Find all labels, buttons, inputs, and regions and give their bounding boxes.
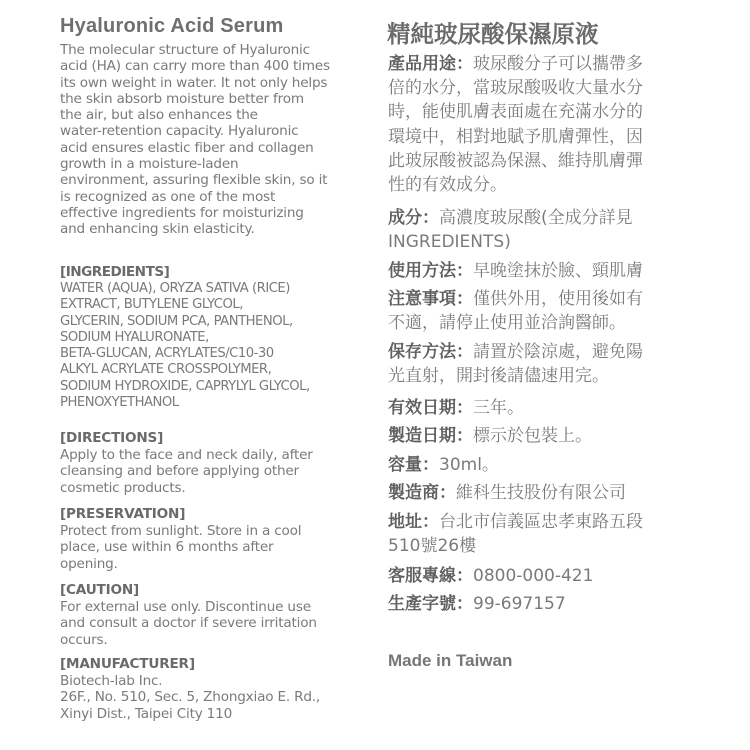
zh-label-ingredients: 成分： [388, 208, 439, 228]
section-line: cleansing and before applying other [60, 463, 299, 480]
zh-value: 標示於包裝上。 [473, 426, 592, 446]
intro-line: growth in a moisture-laden [60, 156, 239, 173]
zh-label-shelf-life: 有效日期： [388, 398, 473, 418]
intro-line: water-retention capacity. Hyaluronic [60, 123, 299, 140]
zh-line [388, 76, 643, 100]
zh-value: 倍的水分，當玻尿酸吸收大量水分 [388, 78, 643, 99]
section-line: PHENOXYETHANOL [60, 395, 179, 411]
zh-value: 此玻尿酸被認為保濕、維持肌膚彈 [388, 150, 643, 171]
zh-line [388, 100, 643, 124]
section-line: EXTRACT, BUTYLENE GLYCOL, [60, 297, 243, 313]
intro-line: acid (HA) can carry more than 400 times [60, 58, 330, 75]
zh-line [388, 52, 643, 76]
english-title: Hyaluronic Acid Serum [60, 15, 284, 37]
section-heading-ingredients: [INGREDIENTS] [60, 264, 170, 280]
intro-line: acid ensures elastic fiber and collagen [60, 139, 314, 156]
section-caution [60, 582, 317, 648]
section-heading-caution: [CAUTION] [60, 582, 140, 598]
section-line: cosmetic products. [60, 479, 186, 496]
zh-section-usage [388, 52, 643, 197]
zh-section-directions [388, 259, 643, 283]
zh-section-shelf-life [388, 396, 524, 420]
intro-paragraph [60, 42, 330, 238]
zh-value: 99-697157 [473, 594, 566, 614]
section-directions [60, 430, 313, 496]
section-line: SODIUM HYALURONATE, [60, 329, 209, 345]
intro-line: its own weight in water. It not only helps [60, 74, 328, 91]
zh-line [388, 125, 643, 149]
section-line: Protect from sunlight. Store in a cool [60, 523, 302, 539]
made-in-label: Made in Taiwan [388, 651, 513, 670]
chinese-title: 精純玻尿酸保濕原液 [387, 20, 599, 48]
zh-line [388, 230, 633, 254]
zh-label-directions: 使用方法： [388, 261, 473, 281]
zh-section-hotline [388, 564, 593, 588]
zh-value: 維科生技股份有限公司 [456, 483, 626, 503]
zh-line [388, 340, 643, 364]
section-preservation [60, 506, 301, 572]
intro-line: and enhancing skin elasticity. [60, 221, 255, 238]
zh-label-manufacturer: 製造商： [388, 483, 456, 503]
section-heading-directions: [DIRECTIONS] [60, 430, 164, 446]
zh-label-usage: 產品用途： [388, 54, 473, 74]
zh-section-address [388, 510, 643, 558]
section-line: Biotech-lab Inc. [60, 673, 163, 689]
zh-line [388, 424, 592, 448]
zh-label-address: 地址： [388, 512, 439, 532]
section-line: For external use only. Discontinue use [60, 599, 311, 615]
section-line: BETA-GLUCAN, ACRYLATES/C10-30 [60, 346, 274, 362]
zh-value: 510號26樓 [388, 536, 477, 557]
zh-label-storage: 保存方法： [388, 342, 473, 362]
intro-line: the skin absorb moisture better from [60, 90, 304, 107]
zh-value: 三年。 [473, 398, 524, 418]
zh-section-storage [388, 340, 643, 388]
zh-value: 30ml。 [439, 455, 499, 475]
zh-section-manufacturer [388, 481, 626, 505]
section-line: occurs. [60, 631, 108, 648]
zh-line [388, 364, 643, 388]
zh-label-mfg-date: 製造日期： [388, 426, 473, 446]
intro-line: is recognized as one of the most [60, 188, 276, 205]
zh-line [388, 173, 643, 197]
zh-line [388, 149, 643, 173]
zh-value: 台北市信義區忠孝東路五段 [439, 512, 643, 532]
zh-label-license: 生產字號： [388, 594, 473, 614]
zh-line [388, 534, 643, 558]
zh-value: 不適，請停止使用並洽詢醫師。 [388, 313, 626, 334]
zh-value: 玻尿酸分子可以攜帶多 [473, 54, 643, 74]
zh-value: 請置於陰涼處，避免陽 [473, 342, 643, 362]
zh-value: 性的有效成分。 [388, 175, 507, 196]
zh-section-caution [388, 287, 643, 335]
zh-line [388, 564, 593, 588]
zh-line [388, 311, 643, 335]
section-line: Xinyi Dist., Taipei City 110 [60, 705, 233, 722]
section-line: Apply to the face and neck daily, after [60, 447, 313, 463]
section-line: GLYCERIN, SODIUM PCA, PANTHENOL, [60, 313, 293, 329]
zh-line [388, 510, 643, 534]
section-line: ALKYL ACRYLATE CROSSPOLYMER, [60, 362, 272, 378]
zh-section-ingredients [388, 206, 633, 254]
zh-value: 環境中，相對地賦予肌膚彈性，因 [388, 126, 643, 147]
zh-label-hotline: 客服專線： [388, 566, 473, 586]
zh-label-volume: 容量： [388, 455, 439, 475]
zh-line [388, 453, 499, 477]
intro-line: environment, assuring flexible skin, so it [60, 172, 328, 189]
zh-value: 時，能使肌膚表面處在充滿水分的 [388, 102, 643, 123]
zh-value: 高濃度玻尿酸(全成分詳見 [439, 208, 633, 228]
intro-line: The molecular structure of Hyaluronic [60, 42, 310, 58]
section-line: opening. [60, 555, 118, 572]
section-heading-preservation: [PRESERVATION] [60, 506, 186, 522]
zh-value: 僅供外用，使用後如有 [473, 289, 643, 309]
section-line: place, use within 6 months after [60, 539, 274, 556]
zh-section-volume [388, 453, 499, 477]
section-line: and consult a doctor if severe irritation [60, 615, 317, 632]
section-manufacturer [60, 656, 320, 722]
zh-label-caution: 注意事項： [388, 289, 473, 309]
zh-section-license [388, 592, 566, 616]
zh-value: 光直射，開封後請儘速用完。 [388, 366, 609, 387]
zh-value: INGREDIENTS) [388, 232, 511, 253]
section-heading-manufacturer: [MANUFACTURER] [60, 656, 195, 672]
section-line: SODIUM HYDROXIDE, CAPRYLYL GLYCOL, [60, 378, 310, 394]
intro-line: the air, but also enhances the [60, 107, 258, 124]
zh-section-mfg-date [388, 424, 592, 448]
zh-value: 早晚塗抹於臉、頸肌膚 [473, 261, 643, 281]
section-line: WATER (AQUA), ORYZA SATIVA (RICE) [60, 281, 290, 296]
zh-line [388, 481, 626, 505]
zh-line [388, 287, 643, 311]
section-line: 26F., No. 510, Sec. 5, Zhongxiao E. Rd., [60, 689, 320, 706]
zh-line [388, 396, 524, 420]
zh-line [388, 206, 633, 230]
intro-line: effective ingredients for moisturizing [60, 204, 304, 221]
section-ingredients [60, 264, 310, 411]
zh-line [388, 592, 566, 616]
zh-value: 0800-000-421 [473, 566, 594, 586]
zh-line [388, 259, 643, 283]
